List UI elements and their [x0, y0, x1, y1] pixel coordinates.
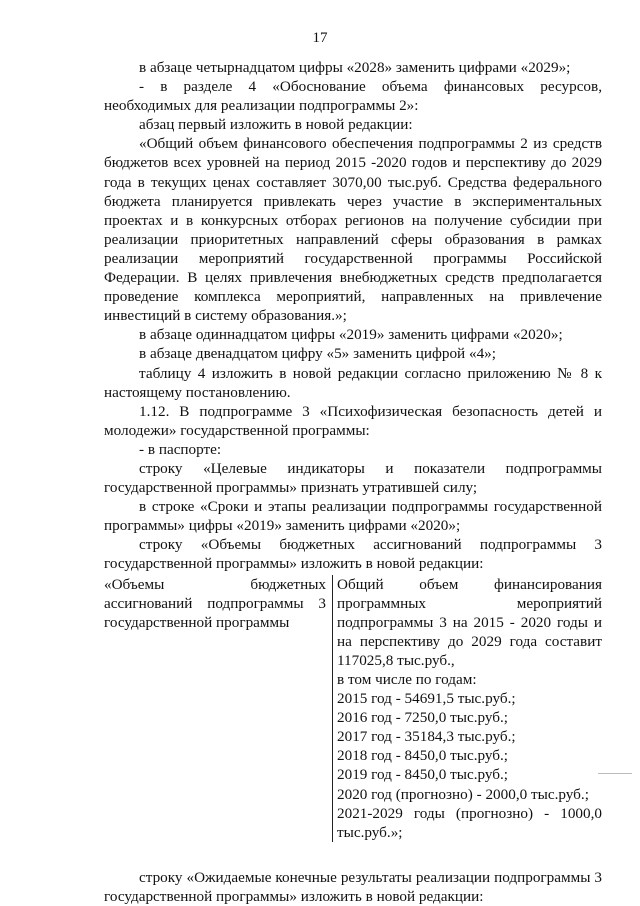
year-row: 2019 год - 8450,0 тыс.руб.;: [337, 766, 509, 784]
paragraph-after: строку «Ожидаемые конечные результаты реализации подпрограммы 3 государственной программы» изложить в новой редакции:: [104, 868, 602, 905]
paragraph-3: абзац первый изложить в новой редакции:: [139, 116, 413, 134]
budget-table: [104, 575, 602, 842]
table-left-cell: «Объемы бюджетных ассигнований подпрограммы 3 государственной программы: [104, 575, 326, 631]
scan-mark: [598, 773, 632, 774]
year-row: 2016 год - 7250,0 тыс.руб.;: [337, 709, 509, 727]
document-body: [104, 58, 602, 906]
year-row: 2015 год - 54691,5 тыс.руб.;: [337, 690, 516, 708]
page-number: 17: [312, 30, 328, 46]
paragraph-11: в строке «Сроки и этапы реализации подпрограммы государственной программы» цифры «2019» заменить цифрами «2020»;: [104, 498, 602, 535]
paragraph-2: - в разделе 4 «Обоснование объема финансовых ресурсов, необходимых для реализации подпрограммы 2»:: [104, 78, 602, 115]
paragraph-1: в абзаце четырнадцатом цифры «2028» заменить цифрами «2029»;: [139, 59, 571, 76]
paragraph-5: в абзаце одиннадцатом цифры «2019» заменить цифрами «2020»;: [139, 326, 563, 344]
table-subhead: в том числе по годам:: [337, 671, 477, 688]
paragraph-12: строку «Объемы бюджетных ассигнований подпрограммы 3 государственной программы» изложить в новой редакции:: [104, 536, 602, 573]
paragraph-9: - в паспорте:: [139, 440, 222, 458]
paragraph-4: «Общий объем финансового обеспечения подпрограммы 2 из средств бюджетов всех уровней на период 2015 -2020 годов и перспективу до 2029 года в текущих ценах составляет 3070,00 тыс.руб. Средства федерального бюджета планируется привлекать через участие в экспериментальных проектах и в конкурсных отборах регионов на получение субсидии при реализации приоритетных направлений сферы образования в рамках реализации мероприятий государственной программы Российской Федерации. В целях привлечения внебюджетных средств предполагается проведение комплекса мероприятий, направленных на привлечение инвестиций в систему образования.»;: [104, 135, 602, 325]
table-intro: Общий объем финансирования программных мероприятий подпрограммы 3 на 2015 - 2020 годы и на перспективу до 2029 года составит 117025,8 тыс.руб.,: [337, 575, 602, 669]
year-row: 2020 год (прогнозно) - 2000,0 тыс.руб.;: [337, 785, 589, 803]
year-row: 2018 год - 8450,0 тыс.руб.;: [337, 747, 509, 765]
table-right-cell: [332, 575, 602, 842]
paragraph-6: в абзаце двенадцатом цифру «5» заменить цифрой «4»;: [139, 345, 496, 363]
paragraph-8: 1.12. В подпрограмме 3 «Психофизическая безопасность детей и молодежи» государственной программы:: [104, 402, 602, 439]
paragraph-7: таблицу 4 изложить в новой редакции согласно приложению № 8 к настоящему постановлению.: [104, 364, 602, 401]
paragraph-10: строку «Целевые индикаторы и показатели подпрограммы государственной программы» признать утратившей силу;: [104, 459, 602, 497]
year-row: 2021-2029 годы (прогнозно) - 1000,0 тыс.руб.»;: [337, 804, 602, 841]
year-row: 2017 год - 35184,3 тыс.руб.;: [337, 728, 516, 746]
